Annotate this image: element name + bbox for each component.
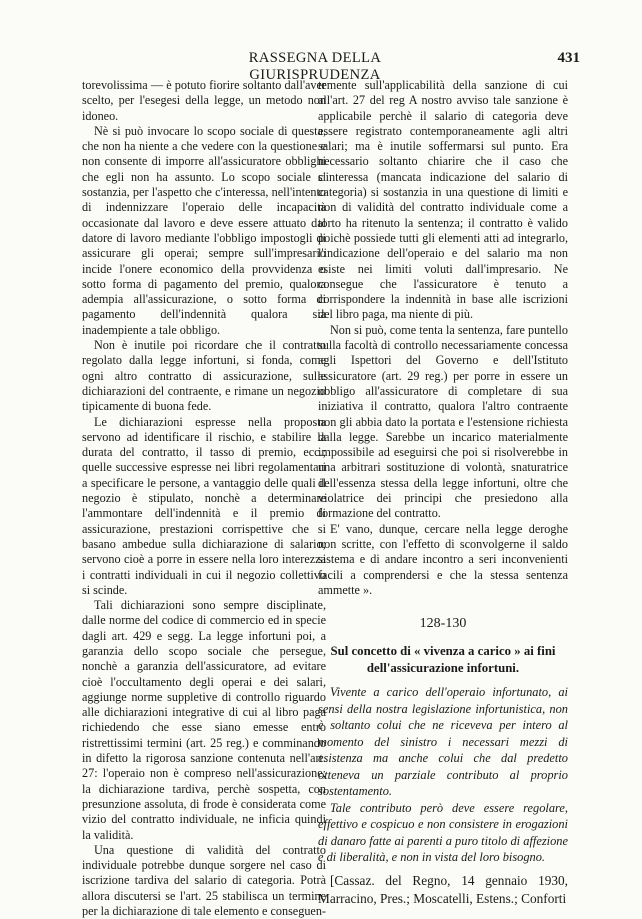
page-number: 431 [557, 50, 580, 66]
running-header: RASSEGNA DELLA GIURISPRUDENZA [248, 50, 382, 83]
maxim-paragraph: Vivente a carico dell'operaio infortunato, ai sensi della nostra legislazione infortunistica, non è soltanto colui che ne riceveva per intero al momento del sinistro i necessari mezzi di esistenza ma anche colui che dal predetto otteneva un parziale contributo al proprio sostentamento. [318, 685, 568, 799]
paragraph: Una questione di validità del contratto individuale potrebbe dunque sorgere nel caso di iscrizione tardiva del salario di categoria. Potrà allora discutersi se l'art. 25 stabilisca un termine per la dichiarazione di tale elemento e conseguen- [82, 842, 326, 919]
paragraph: torevolissima — è potuto fiorire soltanto dall'aver scelto, per l'esegesi della legge, un metodo non idoneo. [82, 78, 326, 123]
paragraph: Le dichiarazioni espresse nella proposta servono ad identificare il rischio, e stabilire la durata del contratto, il tasso di premio, ecc.; quelle successive espresse nei libri regolamentari a specificare le persone, a vantaggio delle quali il negozio è stipulato, nonchè a determinare l'ammontare dell'indennità e il premio di assicurazione, prestazioni corrispettive che si basano ambedue sulla dichiarazione di salario; servono cioè a porre in essere nella loro interezza i contratti individuali in cui il negozio collettivo si scinde. [82, 414, 326, 597]
legal-maxim [318, 684, 568, 866]
left-column [82, 78, 326, 919]
maxim-paragraph: Tale contributo però deve essere regolare, effettivo e cospicuo e non consistere in erogazioni di danaro fatte ai parenti a puro titolo di affezione e di liberalità, e non in vista del loro bisogno. [318, 800, 568, 865]
section-title: Sul concetto di « vivenza a carico » ai fini dell'assicurazione infortuni. [330, 644, 556, 675]
paragraph: Nè si può invocare lo scopo sociale di questa, che non ha niente a che vedere con la questione e non consente di imporre all'assicuratore obblighi che egli non ha assunto. Lo scopo sociale si sostanzia, per l'aspetto che c'interessa, nell'intento di indennizzare l'operaio delle incapacità occasionate dal lavoro e deve essere attuato dal datore di lavoro mediante l'obbligo impostogli di assicurare gli operai; sempre sull'impresario incide l'onere economico della provvidenza o sotto forma di pagamento del premio, qualora adempia all'assicurazione, o sotto forma di pagamento dell'indennità qualora sia inadempiente a tale obbligo. [82, 123, 326, 337]
paragraph: Tali dichiarazioni sono sempre disciplinate, dalle norme del codice di commercio ed in specie dagli art. 429 e segg. La legge infortuni poi, a garanzia dello scopo sociale che persegue, nonchè a garanzia dell'assicuratore, ad evitare cioè l'occultamento degli operai e dei salari, aggiunge norme suppletive di controllo riguardo alle dichiarazioni integrative di cui al libro paga richiedendo che esse siano emesse entro ristrettissimi termini (art. 25 reg.) e comminando in difetto la rigorosa sanzione contenuta nell'art. 27: l'operaio non è compreso nell'assicurazione; la dichiarazione tardiva, perchè sospetta, con presunzione assoluta, di frode è considerata come vizio del contratto individuale, ne inficia quindi la validità. [82, 598, 326, 842]
court-citation: [Cassaz. del Regno, 14 gennaio 1930, Marracino, Pres.; Moscatelli, Estens.; Conforti [318, 872, 568, 907]
paragraph: Non si può, come tenta la sentenza, fare puntello sulla facoltà di controllo necessariamente concessa agli Ispettori del Governo e dell'Istituto assicuratore (art. 29 reg.) per porre in essere un obbligo all'assicuratore di completare di sua iniziativa il contratto, qualora l'altro contraente non gli abbia dato la portata e l'estensione richiesta dalla legge. Sarebbe un incarico materialmente impossibile ad eseguirsi che poi si risolverebbe in una arbitrari sostituzione di volontà, snaturatrice dell'essenza stessa della legge infortuni, oltre che violatrice dei principi che presiedono alla formazione del contratto. [318, 322, 568, 521]
right-column [318, 78, 568, 909]
section-number: 128-130 [419, 616, 467, 632]
paragraph: temente sull'applicabilità della sanzione di cui all'art. 27 del reg A nostro avviso tale sanzione è applicabile perchè il salario di categoria deve essere registrato contemporaneamente agli altri salari; ma è inutile soffermarsi sul punto. Era necessario soltanto chiarire che il caso che c'interessa (mancata indicazione del salario di categoria) si sostanzia in una questione di limiti e non di validità del contratto individuale come a torto ha ritenuto la sentenza; il contratto è valido poichè possiede tutti gli elementi atti ad integrarlo, l'indicazione dell'operaio e del salario ma non esiste nei limiti voluti dall'impresario. Ne consegue che l'assicuratore è tenuto a corrispondere la indennità in base alle iscrizioni del libro paga, ma niente di più. [318, 78, 568, 322]
paragraph: E' vano, dunque, cercare nella legge deroghe non scritte, con l'effetto di sconvolgerne il saldo sistema e di andare incontro a seri inconvenienti facili a comprendersi e che la stessa sentenza ammette ». [318, 521, 568, 597]
paragraph: Non è inutile poi ricordare che il contratto regolato dalla legge infortuni, si fonda, come ogni altro contratto di assicurazione, sulle dichiarazioni del contraente, e rimane un negozio tipicamente di buona fede. [82, 338, 326, 414]
